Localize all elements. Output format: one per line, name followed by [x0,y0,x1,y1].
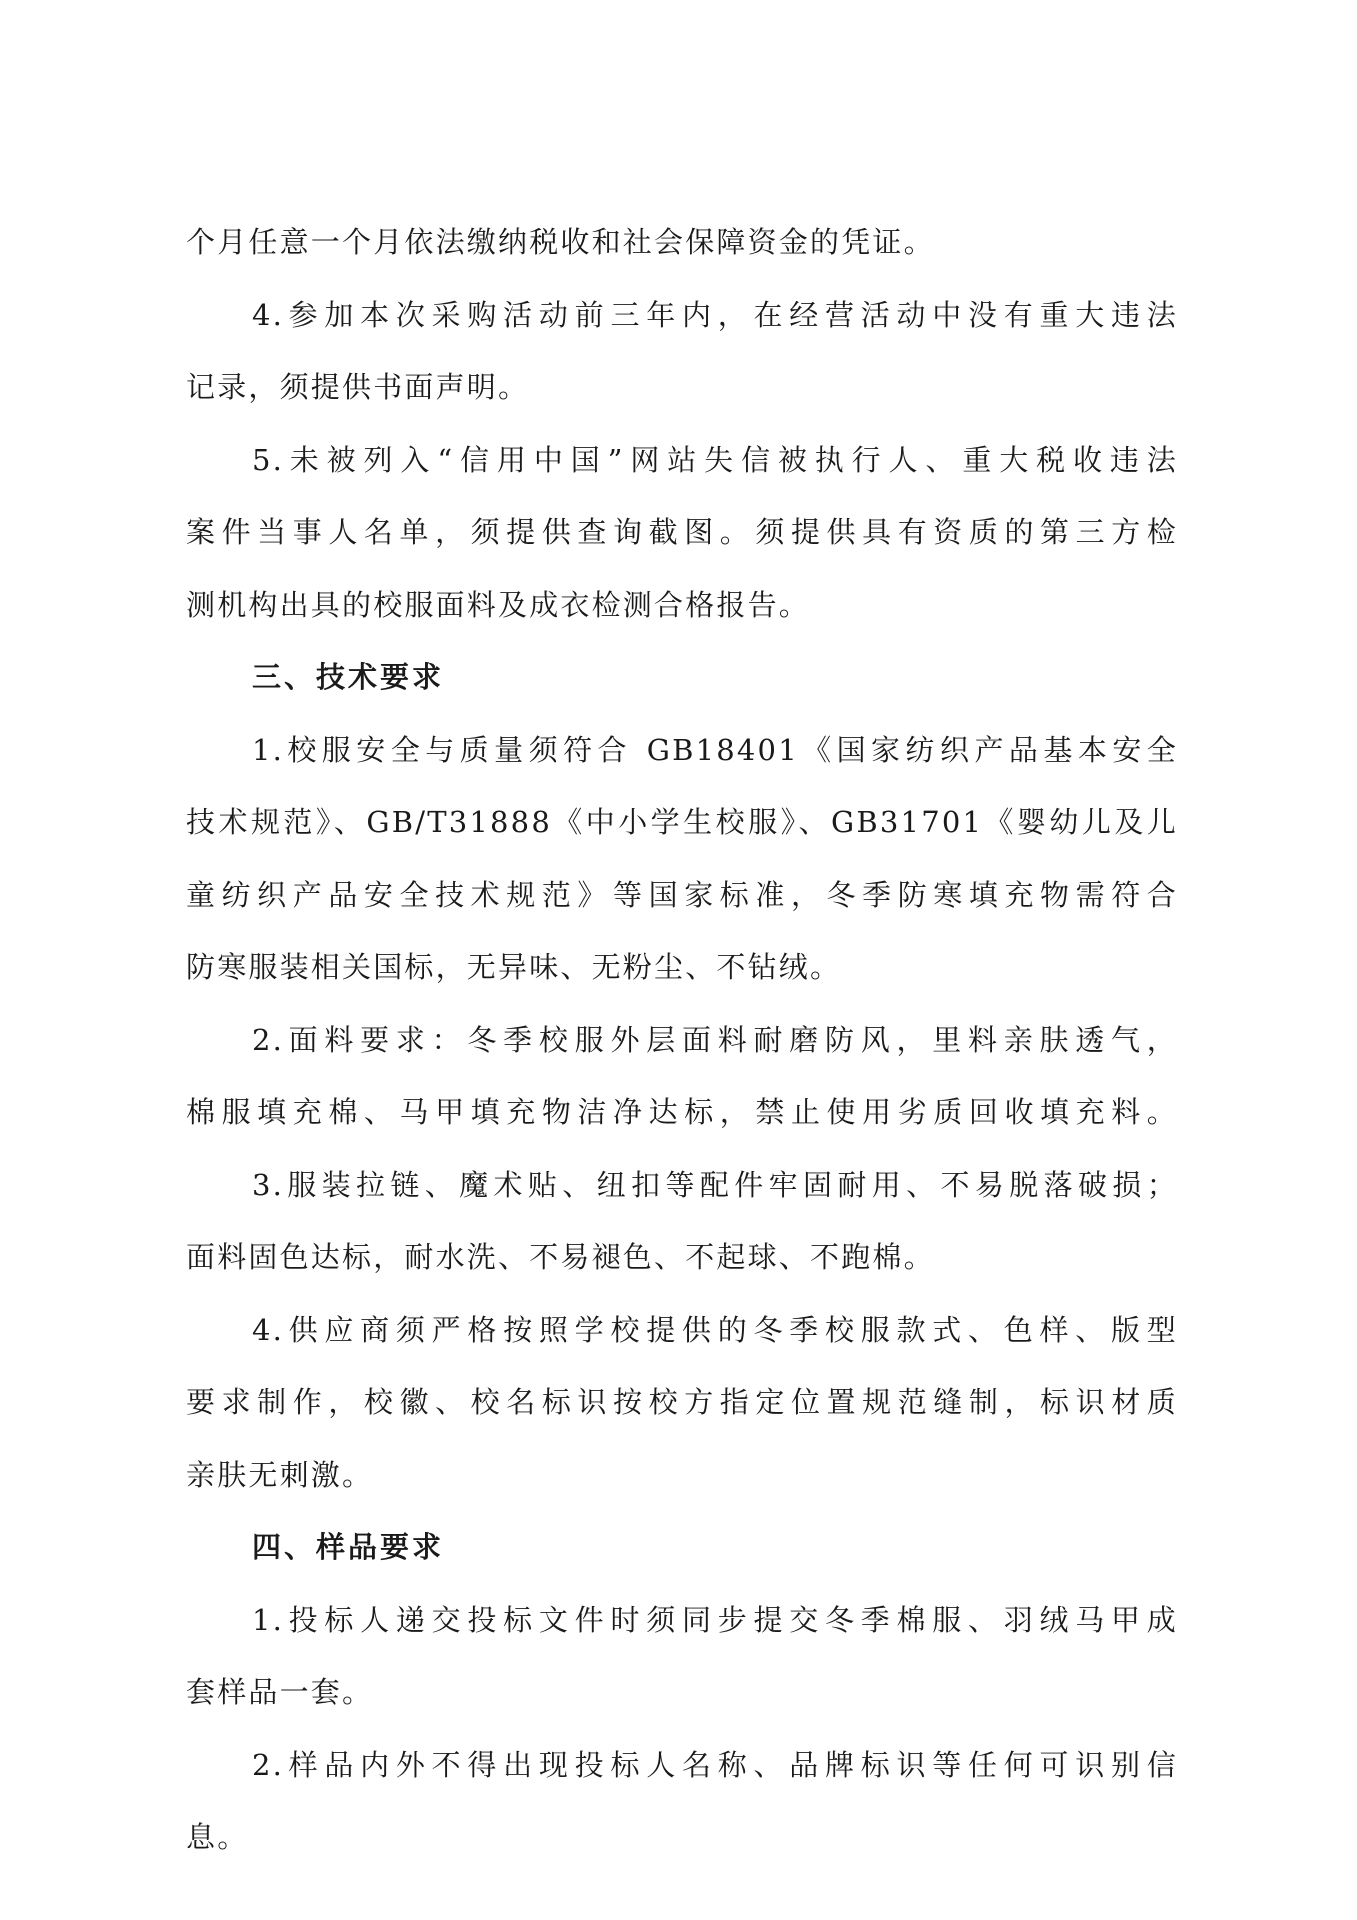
paragraph-line: 2.样品内外不得出现投标人名称、品牌标识等任何可识别信 [252,1747,1178,1782]
paragraph-line: 要求制作，校徽、校名标识按校方指定位置规范缝制，标识材质 [186,1385,1178,1419]
paragraph-line: 1.投标人递交投标文件时须同步提交冬季棉服、羽绒马甲成 [252,1602,1178,1637]
paragraph-line: 测机构出具的校服面料及成衣检测合格报告。 [186,587,811,622]
section-heading: 四、样品要求 [252,1530,445,1564]
paragraph-line: 3.服装拉链、魔术贴、纽扣等配件牢固耐用、不易脱落破损； [252,1167,1178,1202]
paragraph-line: 5.未被列入“信用中国”网站失信被执行人、重大税收违法 [252,442,1178,477]
paragraph-line: 息。 [186,1820,249,1854]
section-heading: 三、技术要求 [252,660,445,694]
paragraph-line: 棉服填充棉、马甲填充物洁净达标，禁止使用劣质回收填充料。 [186,1095,1178,1129]
document-body [186,206,1178,1874]
paragraph-line: 套样品一套。 [186,1675,374,1709]
paragraph-line: 防寒服装相关国标，无异味、无粉尘、不钻绒。 [186,950,842,984]
paragraph-line: 亲肤无刺激。 [186,1457,374,1492]
paragraph-line: 4.供应商须严格按照学校提供的冬季校服款式、色样、版型 [252,1312,1178,1347]
paragraph-line: 4.参加本次采购活动前三年内，在经营活动中没有重大违法 [252,297,1178,332]
paragraph-line: 个月任意一个月依法缴纳税收和社会保障资金的凭证。 [186,225,935,259]
paragraph-line: 2.面料要求：冬季校服外层面料耐磨防风，里料亲肤透气， [252,1022,1178,1057]
paragraph-line: 记录，须提供书面声明。 [186,370,530,404]
paragraph-line: 1.校服安全与质量须符合 GB18401《国家纺织产品基本安全 [252,732,1178,767]
paragraph-line: 面料固色达标，耐水洗、不易褪色、不起球、不跑棉。 [186,1240,935,1274]
paragraph-line: 童纺织产品安全技术规范》等国家标准，冬季防寒填充物需符合 [186,877,1178,912]
paragraph-line: 案件当事人名单，须提供查询截图。须提供具有资质的第三方检 [186,515,1178,549]
paragraph-line: 技术规范》、GB/T31888《中小学生校服》、GB31701《婴幼儿及儿 [186,805,1178,839]
